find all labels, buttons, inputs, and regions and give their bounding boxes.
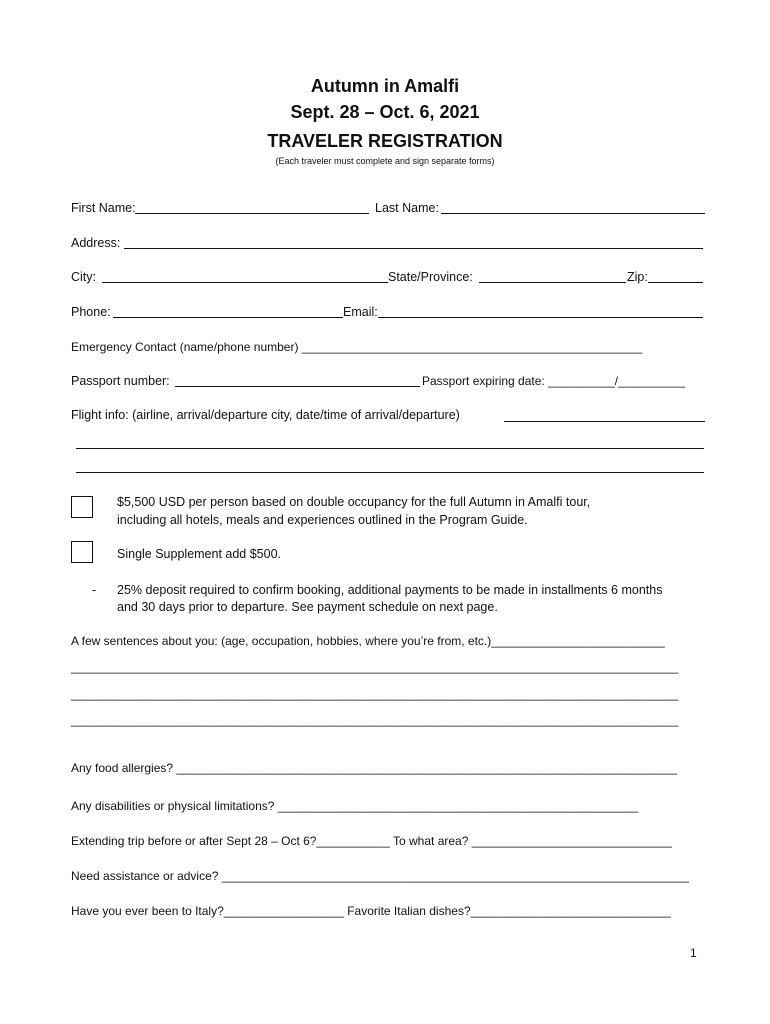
emergency-contact-field[interactable]: Emergency Contact (name/phone number) ___________________________________________________ [71, 340, 643, 354]
state-field[interactable] [479, 282, 626, 283]
first-name-field[interactable] [135, 213, 369, 214]
single-supplement-checkbox[interactable] [71, 541, 93, 563]
address-field[interactable] [124, 248, 703, 249]
zip-field[interactable] [648, 282, 703, 283]
phone-label: Phone: [71, 305, 111, 319]
italy-visit-field[interactable]: Have you ever been to Italy?__________________ Favorite Italian dishes?______________________________ [71, 904, 671, 918]
about-you-line-3[interactable]: ___________________________________________________________________________________________ [71, 713, 679, 727]
passport-expiry-field[interactable]: Passport expiring date: __________/__________ [422, 374, 685, 388]
extending-trip-field[interactable]: Extending trip before or after Sept 28 – Oct 6?___________ To what area? ______________________________ [71, 834, 672, 848]
event-dates: Sept. 28 – Oct. 6, 2021 [290, 102, 480, 122]
about-you-prompt[interactable]: A few sentences about you: (age, occupation, hobbies, where you’re from, etc.)__________________________ [71, 634, 665, 648]
city-field[interactable] [102, 282, 388, 283]
flight-info-field-2[interactable] [76, 448, 704, 449]
address-label: Address: [71, 236, 121, 250]
page-number: 1 [690, 946, 697, 960]
form-note: (Each traveler must complete and sign separate forms) [275, 156, 495, 166]
full-tour-checkbox[interactable] [71, 496, 93, 518]
single-supplement-text: Single Supplement add $500. [117, 547, 282, 561]
deposit-bullet: - [92, 583, 97, 597]
about-you-line-2[interactable]: ___________________________________________________________________________________________ [71, 687, 679, 701]
first-name-label: First Name: [71, 201, 136, 215]
flight-info-label: Flight info: (airline, arrival/departure city, date/time of arrival/departure) [71, 408, 460, 422]
email-label: Email: [343, 305, 378, 319]
last-name-field[interactable] [441, 213, 705, 214]
last-name-label: Last Name: [375, 201, 439, 215]
deposit-text-line1: 25% deposit required to confirm booking, additional payments to be made in installments 6 months [117, 583, 663, 597]
city-label: City: [71, 270, 96, 284]
full-tour-text-line2: including all hotels, meals and experiences outlined in the Program Guide. [117, 513, 528, 527]
passport-number-field[interactable] [175, 386, 420, 387]
about-you-line-1[interactable]: ___________________________________________________________________________________________ [71, 660, 679, 674]
passport-number-label: Passport number: [71, 374, 170, 388]
disabilities-field[interactable]: Any disabilities or physical limitations? ______________________________________________________ [71, 799, 639, 813]
assistance-field[interactable]: Need assistance or advice? ______________________________________________________________________ [71, 869, 689, 883]
full-tour-text-line1: $5,500 USD per person based on double occupancy for the full Autumn in Amalfi tour, [117, 495, 591, 509]
email-field[interactable] [378, 317, 703, 318]
food-allergies-field[interactable]: Any food allergies? ___________________________________________________________________________ [71, 761, 677, 775]
form-title: TRAVELER REGISTRATION [267, 131, 503, 151]
event-title: Autumn in Amalfi [310, 76, 460, 96]
state-label: State/Province: [388, 270, 473, 284]
flight-info-field-3[interactable] [76, 472, 704, 473]
flight-info-field-1[interactable] [504, 421, 705, 422]
deposit-text-line2: and 30 days prior to departure. See payment schedule on next page. [117, 600, 498, 614]
zip-label: Zip: [627, 270, 648, 284]
phone-field[interactable] [113, 317, 343, 318]
